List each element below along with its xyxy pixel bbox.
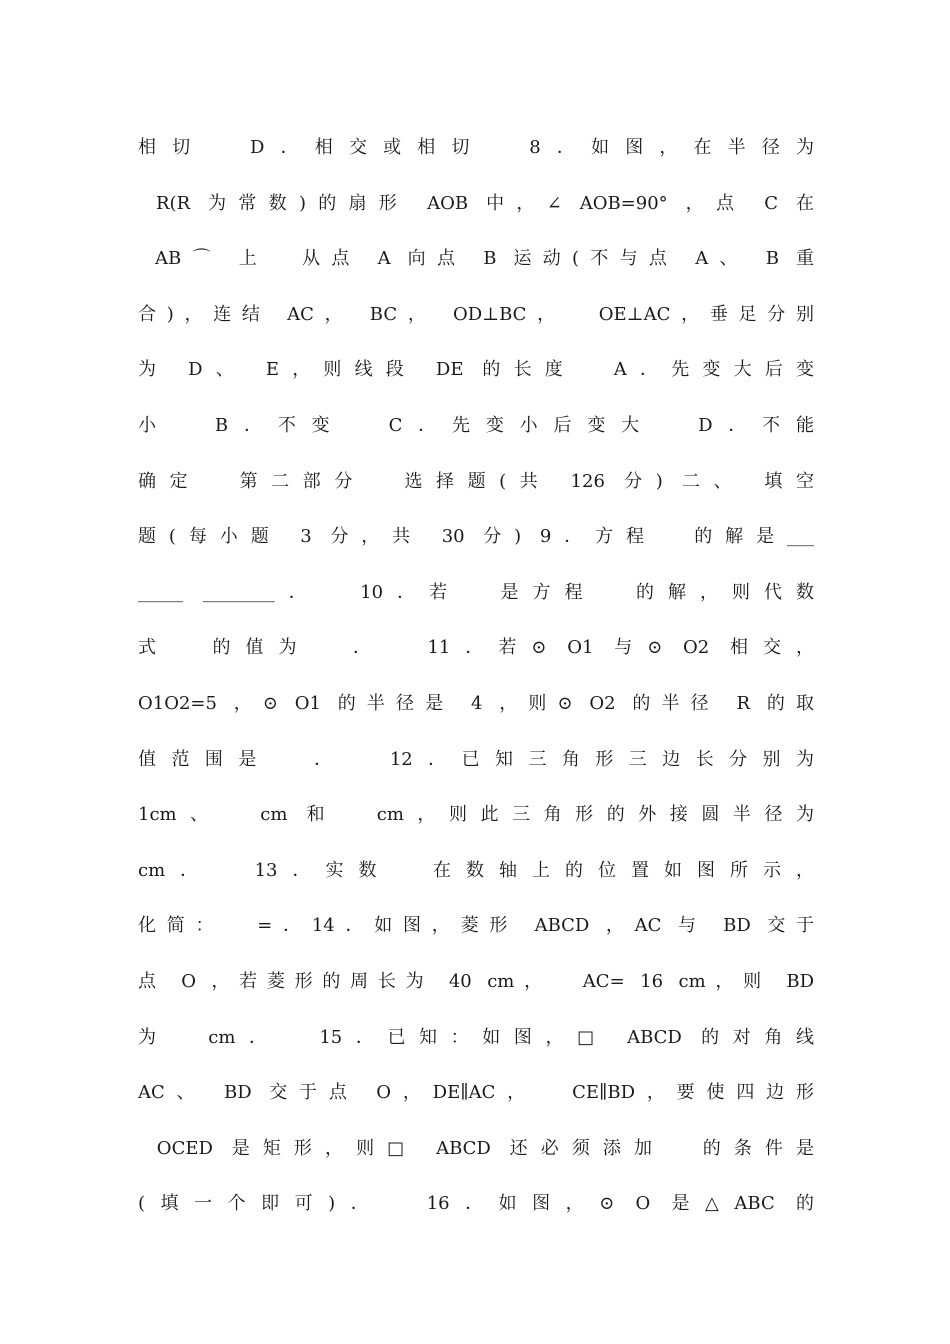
text-line: O1O2=5 ，⊙ O1 的半径是 4 ，则⊙ O2 的半径 R 的取 <box>138 692 814 714</box>
text-line: 为 cm． 15．已知：如图，□ ABCD 的对角线 <box>138 1026 814 1048</box>
text-line: AB⌒ 上 从点 A 向点 B 运动(不与点 A、 B 重 <box>138 248 814 270</box>
text-line: cm． 13．实数 在数轴上的位置如图所示， <box>138 859 814 881</box>
text-line: 小 B．不变 C．先变小后变大 D．不能 <box>138 414 814 436</box>
text-line: 式 的值为 ． 11．若⊙ O1 与⊙ O2 相交， <box>138 637 814 659</box>
text-line: 化简： =．14．如图，菱形 ABCD ，AC 与 BD 交于 <box>138 915 814 937</box>
text-line: 合)，连结 AC， BC， OD⊥BC， OE⊥AC，垂足分别 <box>138 303 814 325</box>
text-line: R(R 为常数)的扇形 AOB 中，∠ AOB=90° ，点 C 在 <box>138 192 814 214</box>
text-line: 值范围是 ． 12．已知三角形三边长分别为 <box>138 748 814 770</box>
text-line: 为 D、 E，则线段 DE 的长度 A．先变大后变 <box>138 359 814 381</box>
text-line: 相切 D．相交或相切 8．如图，在半径为 <box>138 137 814 158</box>
text-line: 1cm、 cm 和 cm，则此三角形的外接圆半径为 <box>138 804 814 826</box>
text-line: AC、 BD 交于点 O，DE∥AC， CE∥BD，要使四边形 <box>138 1082 814 1104</box>
text-line: OCED 是矩形，则□ ABCD 还必须添加 的条件是 <box>138 1137 814 1159</box>
text-line: _____ ________． 10．若 是方程 的解，则代数 <box>138 581 814 603</box>
text-line: 点 O ，若菱形的周长为 40 cm， AC= 16 cm，则 BD <box>138 970 814 992</box>
text-line: (填一个即可)． 16．如图，⊙ O 是△ABC 的 <box>138 1193 814 1215</box>
text-line: 题(每小题 3 分，共 30 分) 9．方程 的解是___ <box>138 526 814 548</box>
text-line: 确定 第二部分 选择题(共 126 分) 二、 填空 <box>138 470 814 492</box>
document-body <box>138 120 814 1232</box>
